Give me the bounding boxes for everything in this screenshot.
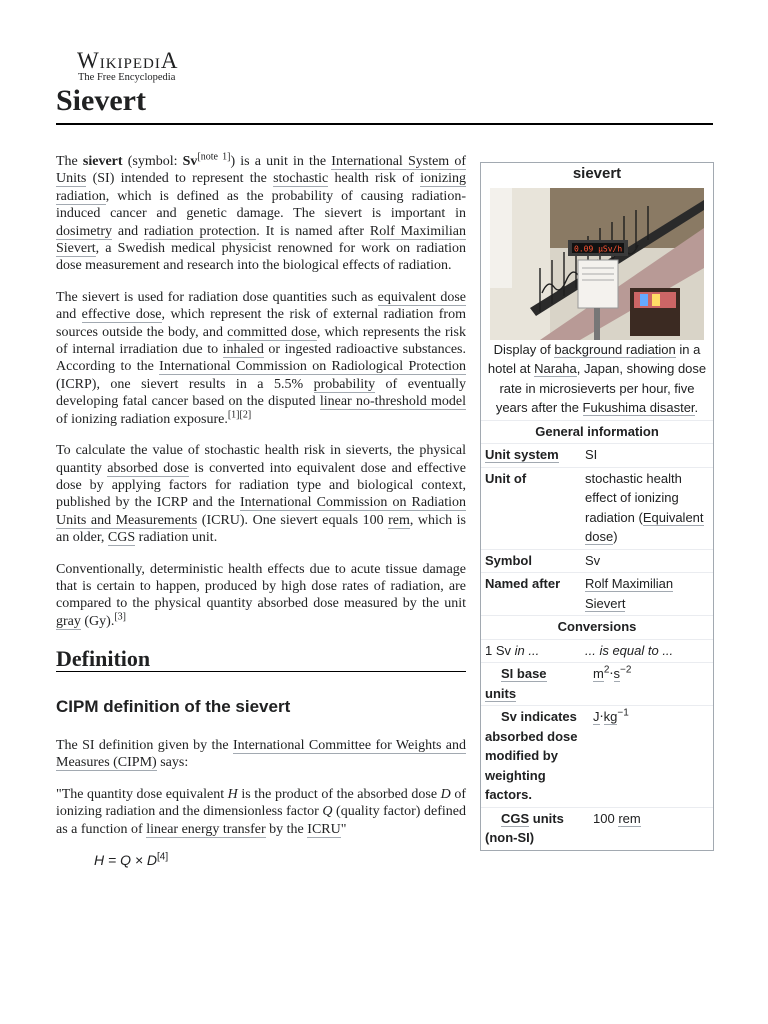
named-after-row (481, 572, 713, 615)
link-effective-dose[interactable]: effective dose (81, 307, 162, 323)
infobox-title: sievert (572, 165, 622, 182)
infobox-image-dosimeter-photo[interactable] (490, 188, 704, 340)
intro-paragraph-2: The sievert is used for radiation dose quantities such as equivalent dose and effective dose, which represent the risk of external radiation from sources outside the body, and committed dose, which represents the risk of internal irradiation due to inhaled or ingested radioactive substances. According to the International Commission on Radiological Protection (ICRP), one sievert results in a 5.5% probability of eventually developing fatal cancer based on the disputed linear no-threshold model of ionizing radiation exposure.[1][2] (56, 289, 467, 427)
link-committed-dose[interactable]: committed dose (227, 324, 317, 340)
unit-of-label: Unit of (485, 470, 527, 486)
link-si[interactable]: International System of Units (56, 154, 466, 187)
term-sievert: sievert (82, 154, 123, 169)
ref-3-link[interactable]: [3] (114, 611, 126, 623)
general-information-header: General information (481, 420, 713, 444)
note-1-link[interactable]: [note 1] (197, 151, 231, 163)
cipm-definition-heading: CIPM definition of the sievert (56, 696, 291, 716)
link-inhaled[interactable]: inhaled (222, 342, 264, 358)
link-cipm[interactable]: International Committee for Weights and Measures (CIPM) (56, 737, 467, 771)
wikipedia-logo[interactable] (77, 50, 179, 84)
conversions-header: Conversions (481, 615, 713, 639)
link-stochastic[interactable]: stochastic (273, 171, 329, 187)
intro-paragraph-3: To calculate the value of stochastic health risk in sieverts, the physical quantity absorbed dose is converted into equivalent dose and effective dose by applying factors for radiation type and biological context, published by the ICRP and the International Commission on Radiation Units and Measurements (ICRU). One sievert equals 100 rem, which is an older, CGS radiation unit. (56, 443, 467, 546)
logo-tagline: The Free Encyclopedia (78, 72, 176, 83)
ref-1-2-link[interactable]: [1][2] (227, 409, 252, 421)
link-si-base-units[interactable]: SI base units (485, 666, 547, 701)
cgs-units-value: 100 rem (593, 810, 641, 826)
link-dosimetry[interactable]: dosimetry (56, 223, 112, 239)
intro-paragraph-4: Conventionally, deterministic health effects due to acute tissue damage that is certain to happen, produced by high dose rates of radiation, are compared to the physical quantity absorbed dose measured by the unit gray (Gy).[3] (56, 561, 466, 629)
link-cgs[interactable]: CGS (107, 530, 136, 546)
link-let[interactable]: linear energy transfer (146, 821, 266, 837)
link-fukushima-disaster[interactable]: Fukushima disaster (582, 400, 695, 415)
infobox-caption: Display of background radiation in a hotel at Naraha, Japan, showing dose rate in microsieverts per hour, five years after the Fukushima disaster. (487, 341, 707, 415)
link-gray[interactable]: gray (56, 613, 81, 629)
unit-of-row (481, 467, 713, 549)
link-background-radiation[interactable]: background radiation (554, 341, 676, 357)
link-lnt-model[interactable]: linear no-threshold model (319, 394, 466, 410)
link-equivalent-dose[interactable]: equivalent dose (377, 289, 466, 305)
link-probability[interactable]: probability (313, 376, 376, 392)
article-body (56, 153, 466, 869)
cipm-quote: "The quantity dose equivalent H is the product of the absorbed dose D of ionizing radiation and the dimensionless factor Q (quality factor) defined as a function of linear energy transfer by the ICRU" (56, 786, 467, 837)
link-equivalent-dose-infobox[interactable]: Equivalent dose (585, 509, 704, 544)
unit-system-label-link[interactable]: Unit system (485, 447, 559, 462)
link-icrp[interactable]: International Commission on Radiological Protection (159, 359, 466, 375)
sv-indicates-value: $J\cdot kg^{-1}$ (593, 707, 629, 724)
link-icru[interactable]: International Commission on Radiation Units and Measurements (56, 495, 466, 528)
conversion-column-header: 1 Sv in ... ... is equal to ... (481, 639, 713, 663)
dosimeter-counter-text: 0.09 μSv/h (574, 244, 623, 253)
link-rolf-sievert[interactable]: Rolf Maximilian Sievert (56, 223, 466, 257)
page-title: Sievert (56, 84, 146, 117)
unit-system-row (481, 443, 713, 467)
logo-wordmark: WikipediA (77, 48, 179, 73)
intro-paragraph-1: The sievert (symbol: Sv[note 1]) is a unit in the International System of Units (SI) intended to represent the stochastic health risk of ionizing radiation, which is defined as the probability of causing radiation-induced cancer and genetic damage. The sievert is important in dosimetry and radiation protection. It is named after Rolf Maximilian Sievert, a Swedish medical physicist renowned for work on radiation dose measurement and research into the biological effects of radiation. (56, 151, 466, 274)
sv-indicates-row (481, 705, 713, 807)
link-radiation-protection[interactable]: radiation protection (143, 223, 257, 239)
symbol-row (481, 549, 713, 573)
symbol-value: Sv (585, 552, 601, 568)
named-after-label: Named after (485, 576, 561, 591)
infobox (480, 162, 714, 851)
link-cgs-infobox[interactable]: CGS (501, 810, 530, 826)
link-rem-infobox[interactable]: rem (618, 810, 641, 826)
link-naraha[interactable]: Naraha (534, 361, 577, 376)
link-absorbed-dose[interactable]: absorbed dose (107, 460, 189, 476)
symbol-label: Symbol (485, 552, 532, 568)
link-named-after[interactable]: Rolf Maximilian Sievert (585, 576, 674, 611)
ref-4-link[interactable]: [4] (157, 851, 169, 863)
unit-of-value: stochastic health effect of ionizing radiation (Equivalent dose) (585, 470, 704, 544)
si-base-units-row (481, 662, 713, 705)
link-icru-quote[interactable]: ICRU (307, 821, 341, 837)
link-rem[interactable]: rem (388, 512, 410, 528)
dose-equivalent-formula: H = Q × D[4] (94, 851, 169, 868)
definition-paragraph: The SI definition given by the International Committee for Weights and Measures (CIPM) says: (56, 737, 467, 771)
cgs-units-row: CGS units (non-SI) 100 rem (481, 807, 713, 850)
symbol-sv: Sv (182, 154, 198, 169)
si-base-units-value: $m^2\cdot s^{-2}$ (593, 664, 632, 681)
title-divider (56, 123, 713, 125)
definition-heading: Definition (56, 650, 466, 671)
unit-system-value: SI (585, 447, 598, 462)
sv-indicates-label: Sv indicates absorbed dose modified by weighting factors. (485, 709, 578, 802)
link-ionizing-radiation[interactable]: ionizing radiation (56, 171, 466, 204)
